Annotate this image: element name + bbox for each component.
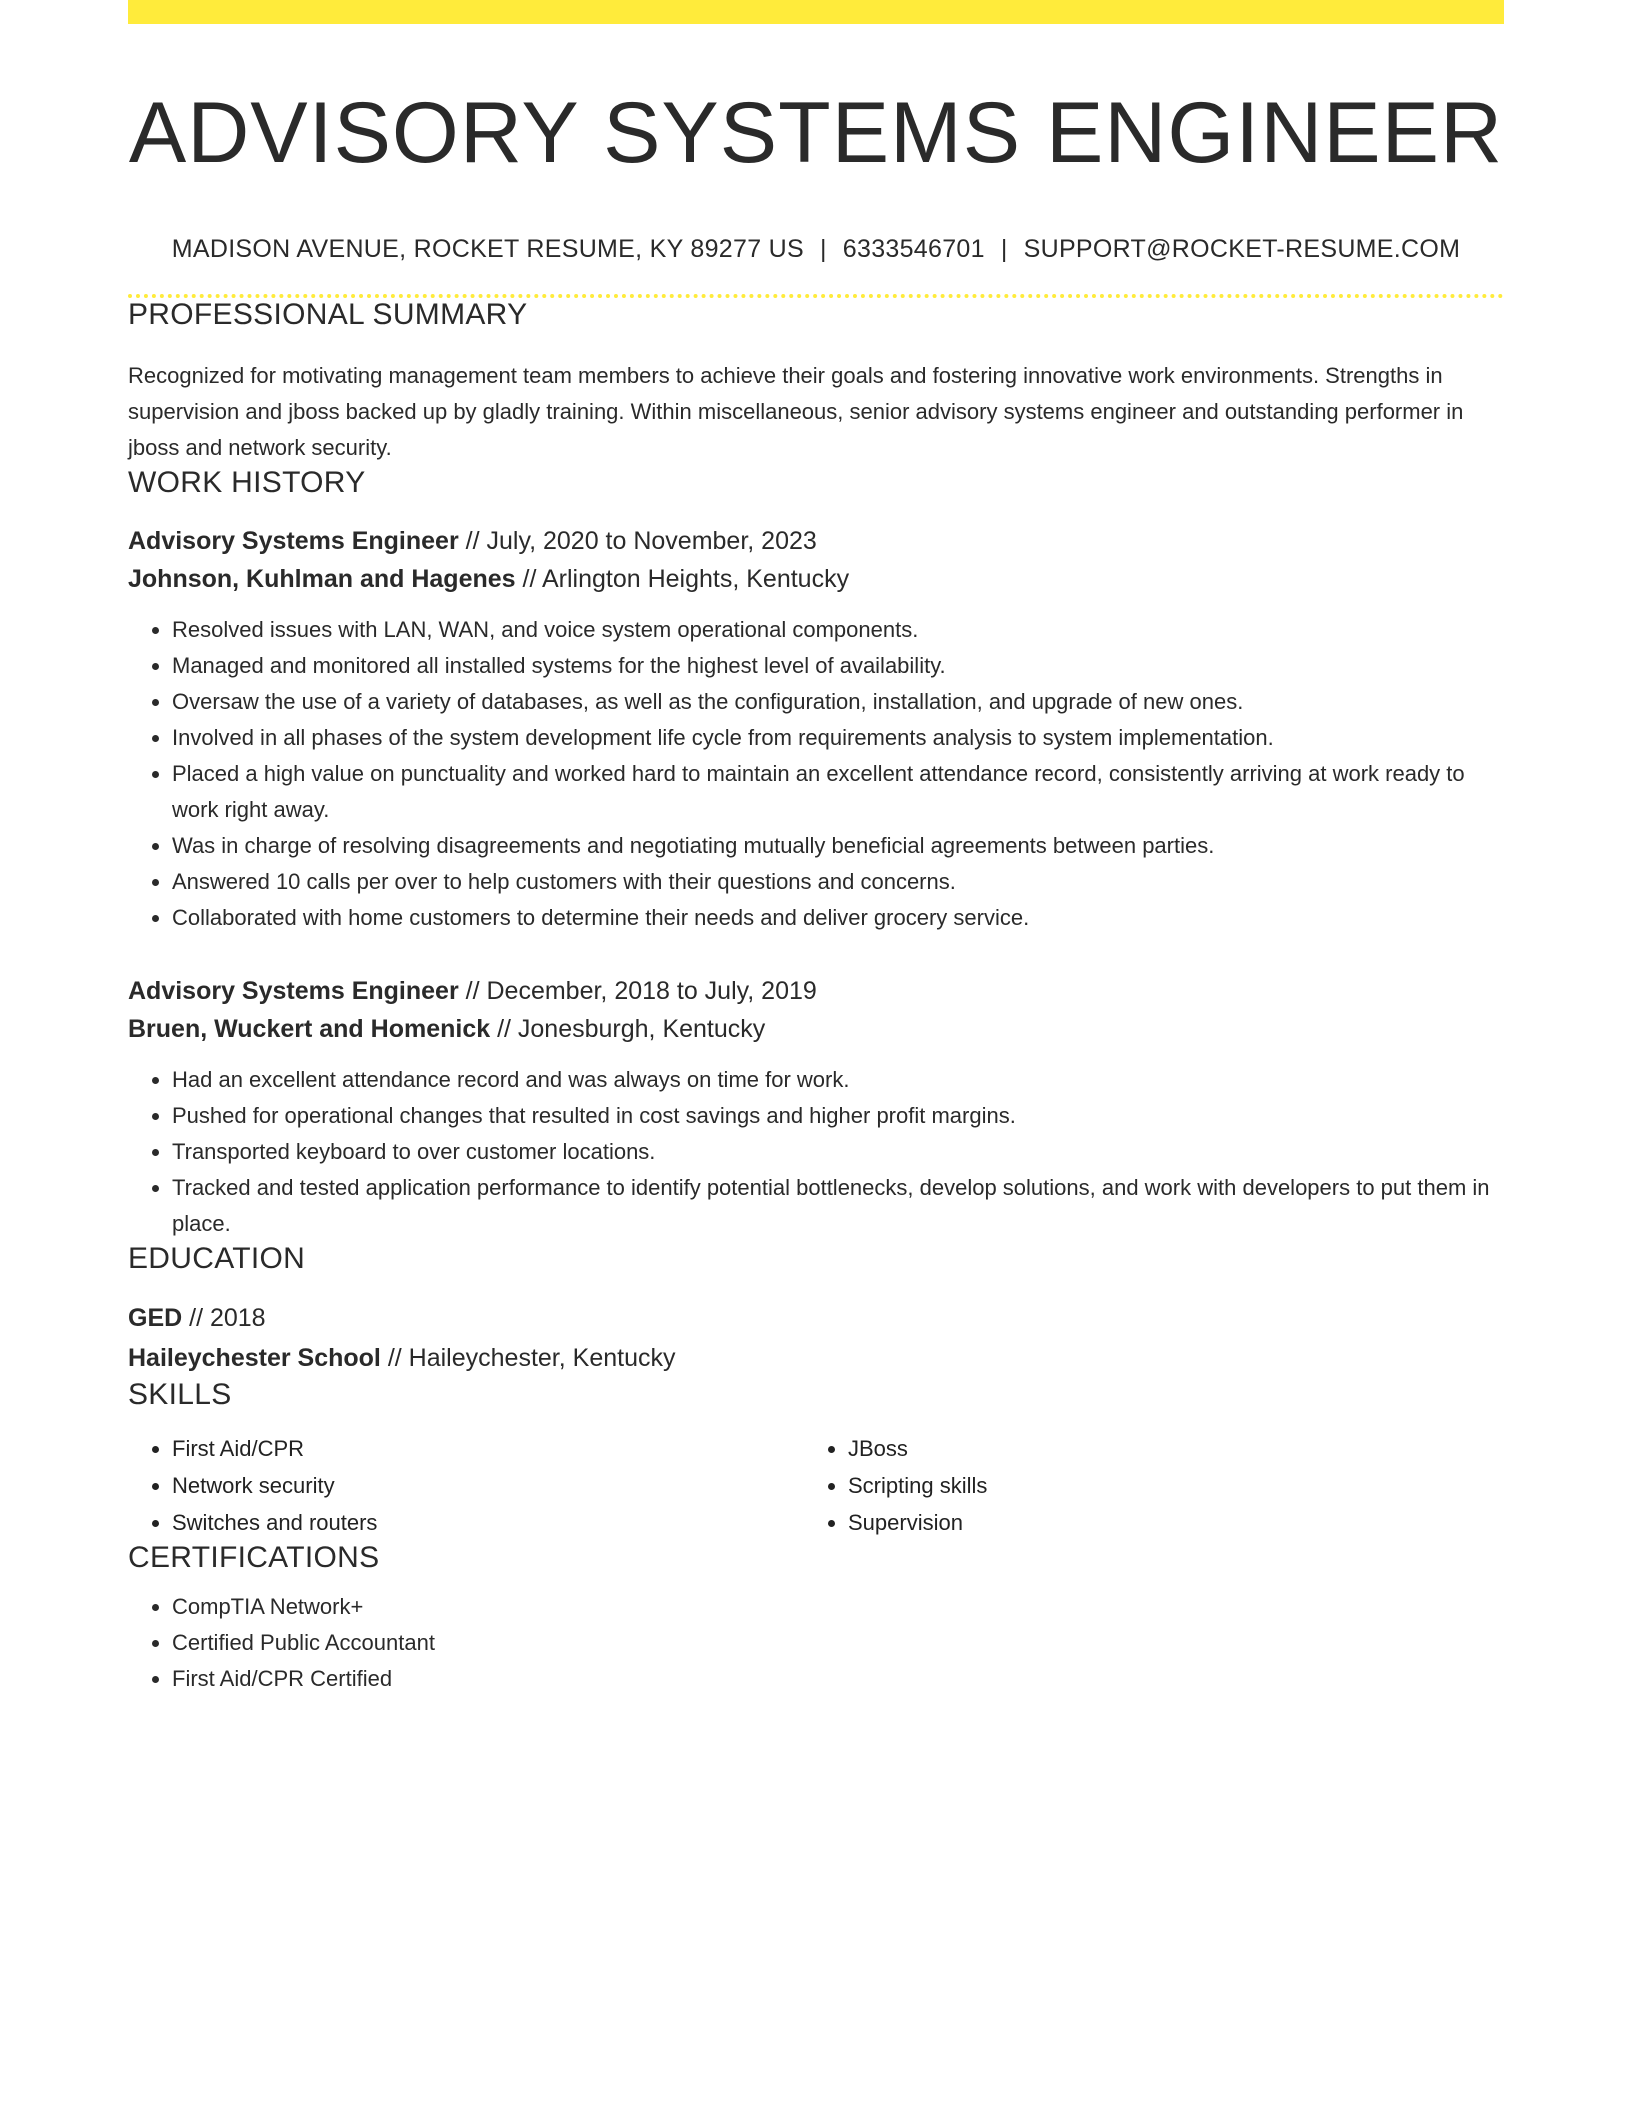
skills-heading: SKILLS: [128, 1378, 232, 1412]
summary-heading: PROFESSIONAL SUMMARY: [128, 298, 528, 332]
skill-item: • Supervision: [848, 1504, 1478, 1541]
resume-page: [128, 0, 1504, 1697]
job-entry: [128, 522, 1504, 936]
job-company: Bruen, Wuckert and Homenick: [128, 1015, 491, 1044]
skill-item: • Scripting skills: [848, 1467, 1478, 1504]
top-accent-bar: [128, 0, 1504, 24]
job-bullet: • Transported keyboard to over customer locations.: [172, 1134, 1504, 1170]
skill-item: • First Aid/CPR: [172, 1430, 802, 1467]
job-company-line: [128, 560, 1504, 598]
contact-email: SUPPORT@ROCKET-RESUME.COM: [1023, 235, 1461, 264]
job-bullet: • Collaborated with home customers to determine their needs and deliver grocery service.: [172, 900, 1504, 936]
education-degree: GED: [128, 1304, 183, 1333]
skills-column: [128, 1430, 802, 1541]
contact-phone: 6333546701: [842, 235, 985, 264]
education-heading: EDUCATION: [128, 1242, 306, 1276]
job-bullet: • Managed and monitored all installed systems for the highest level of availability.: [172, 648, 1504, 684]
job-company: Johnson, Kuhlman and Hagenes: [128, 565, 516, 594]
job-bullet: • Involved in all phases of the system development life cycle from requirements analysis to system implementation.: [172, 720, 1504, 756]
job-dates: // December, 2018 to July, 2019: [458, 977, 817, 1006]
skill-item: • Network security: [172, 1467, 802, 1504]
job-bullets: [128, 612, 1504, 936]
work-history-heading: WORK HISTORY: [128, 466, 366, 500]
skills-column: [802, 1430, 1478, 1541]
job-dates: // July, 2020 to November, 2023: [458, 527, 817, 556]
job-bullet: • Oversaw the use of a variety of databases, as well as the configuration, installation, and upgrade of new ones.: [172, 684, 1504, 720]
education-degree-line: [128, 1298, 1504, 1338]
skill-item: • JBoss: [848, 1430, 1478, 1467]
certification-item: • CompTIA Network+: [172, 1589, 1504, 1625]
job-bullets: [128, 1062, 1504, 1242]
job-bullet: • Answered 10 calls per over to help customers with their questions and concerns.: [172, 864, 1504, 900]
contact-line: [128, 235, 1504, 264]
job-bullet: • Tracked and tested application performance to identify potential bottlenecks, develop solutions, and work with developers to put them in place.: [172, 1170, 1504, 1242]
job-location: // Jonesburgh, Kentucky: [490, 1015, 766, 1044]
job-role: Advisory Systems Engineer: [128, 527, 459, 556]
resume-name: ADVISORY SYSTEMS ENGINEER: [128, 85, 1504, 181]
contact-address: MADISON AVENUE, ROCKET RESUME, KY 89277 US: [171, 235, 804, 264]
certification-item: • First Aid/CPR Certified: [172, 1661, 1504, 1697]
certification-item: • Certified Public Accountant: [172, 1625, 1504, 1661]
job-bullet: • Was in charge of resolving disagreements and negotiating mutually beneficial agreements between parties.: [172, 828, 1504, 864]
education-year: // 2018: [182, 1304, 266, 1333]
skills-grid: [128, 1430, 1504, 1541]
job-bullet: • Had an excellent attendance record and was always on time for work.: [172, 1062, 1504, 1098]
contact-separator: |: [1000, 235, 1008, 264]
job-role-line: [128, 972, 1504, 1010]
education-school-line: [128, 1338, 1504, 1378]
job-bullet: • Resolved issues with LAN, WAN, and voice system operational components.: [172, 612, 1504, 648]
education-school: Haileychester School: [128, 1344, 381, 1373]
certifications-heading: CERTIFICATIONS: [128, 1541, 380, 1575]
job-entry: [128, 972, 1504, 1242]
education-location: // Haileychester, Kentucky: [380, 1344, 676, 1373]
skill-item: • Switches and routers: [172, 1504, 802, 1541]
job-role: Advisory Systems Engineer: [128, 977, 459, 1006]
job-bullet: • Placed a high value on punctuality and worked hard to maintain an excellent attendance record, consistently arriving at work ready to work right away.: [172, 756, 1504, 828]
job-bullet: • Pushed for operational changes that resulted in cost savings and higher profit margins.: [172, 1098, 1504, 1134]
education-entry: [128, 1298, 1504, 1378]
job-location: // Arlington Heights, Kentucky: [515, 565, 850, 594]
job-role-line: [128, 522, 1504, 560]
certifications-list: [128, 1589, 1504, 1697]
contact-separator: |: [819, 235, 827, 264]
job-company-line: [128, 1010, 1504, 1048]
summary-text: Recognized for motivating management team members to achieve their goals and fostering innovative work environments. Strengths in supervision and jboss backed up by gladly training. Within miscellaneous, senior advisory systems engineer and outstanding performer in jboss and network security.: [128, 363, 1464, 461]
